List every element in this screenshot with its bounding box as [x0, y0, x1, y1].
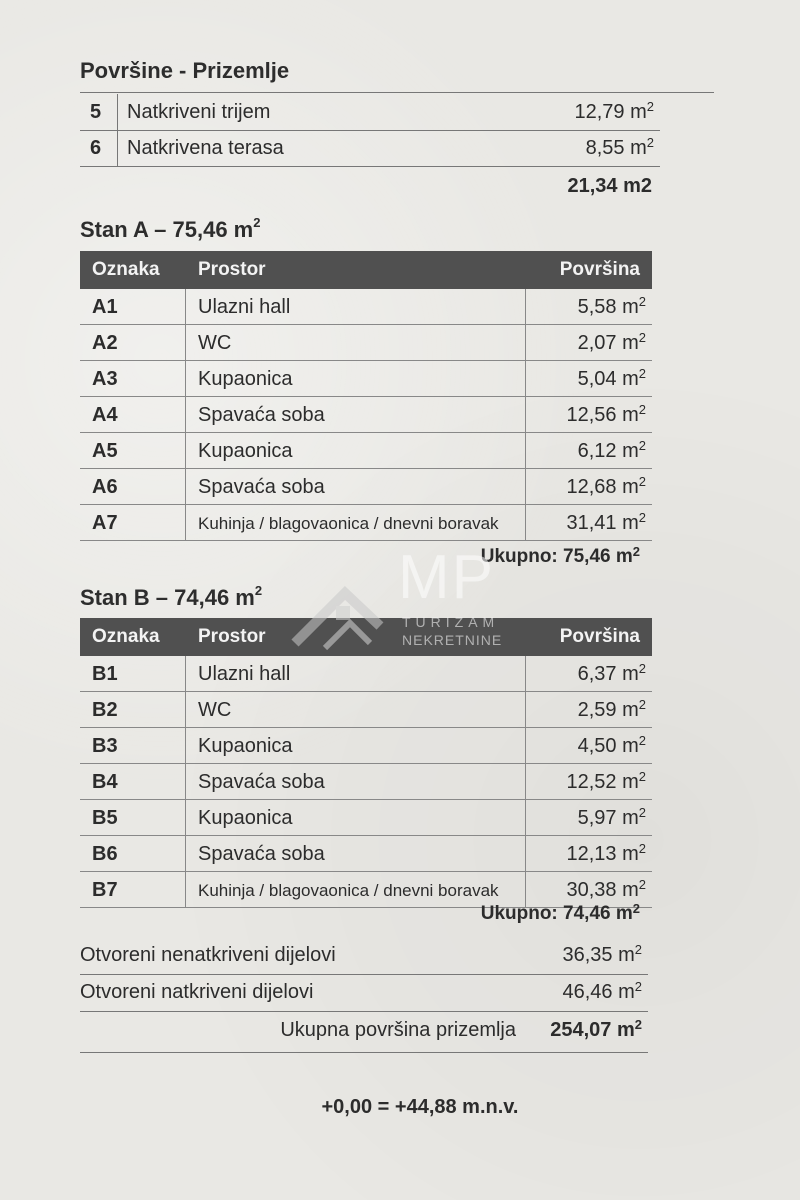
table-row	[80, 325, 652, 361]
column-divider	[117, 130, 118, 166]
cell-prostor: Kuhinja / blagovaonica / dnevni boravak	[198, 881, 499, 900]
cell-prostor: Kupaonica	[198, 807, 293, 829]
table-row	[80, 433, 652, 469]
cell-prostor: Kuhinja / blagovaonica / dnevni boravak	[198, 514, 499, 533]
header-oznaka: Oznaka	[92, 259, 160, 280]
grand-total-label: Ukupna površina prizemlja	[280, 1019, 516, 1041]
stan-b-total: Ukupno: 74,46 $m^2$	[480, 901, 640, 924]
cell-oznaka: A7	[92, 512, 118, 534]
header-prostor: Prostor	[198, 626, 266, 647]
cell-prostor: WC	[198, 699, 232, 721]
table-row	[80, 728, 652, 764]
cell-povrsina: 2,07 $m^2$	[577, 330, 646, 354]
table-header	[80, 618, 652, 656]
cell-oznaka: B2	[92, 699, 118, 721]
watermark-letters: MP	[398, 543, 495, 612]
watermark-line2: NEKRETNINE	[402, 632, 503, 648]
cell-prostor: Ulazni hall	[198, 663, 291, 685]
cell-oznaka: A2	[92, 332, 118, 354]
table-row	[80, 505, 652, 541]
cell-prostor: Spavaća soba	[198, 843, 325, 865]
watermark-line1: TURIZAM	[402, 614, 500, 630]
summary-row	[80, 938, 648, 975]
table-row	[80, 692, 652, 728]
table-row	[80, 836, 652, 872]
stan-a-title: Stan A – 75,46 $m^2$	[80, 215, 261, 242]
table-row	[80, 764, 652, 800]
cell-oznaka: B7	[92, 879, 118, 901]
prizemlje-title-underline	[80, 92, 714, 93]
stan-b-table	[80, 618, 652, 908]
table-row	[80, 289, 652, 325]
row-label: Natkriveni trijem	[127, 101, 271, 123]
cell-povrsina: 6,37 $m^2$	[577, 661, 646, 685]
row-label: Natkrivena terasa	[127, 137, 284, 159]
elevation-note: +0,00 = +44,88 m.n.v.	[321, 1096, 519, 1118]
cell-prostor: WC	[198, 332, 232, 354]
table-row	[80, 361, 652, 397]
cell-prostor: Kupaonica	[198, 368, 293, 390]
cell-prostor: Spavaća soba	[198, 476, 325, 498]
cell-prostor: Kupaonica	[198, 440, 293, 462]
cell-oznaka: B6	[92, 843, 118, 865]
stan-a-table	[80, 251, 652, 541]
stan-b-title: Stan B – 74,46 $m^2$	[80, 583, 263, 610]
summary-value: 46,46 $m^2$	[562, 979, 642, 1003]
cell-oznaka: B3	[92, 735, 118, 757]
cell-oznaka: B4	[92, 771, 118, 793]
table-row	[80, 469, 652, 505]
table-row	[80, 656, 652, 692]
cell-oznaka: A1	[92, 296, 118, 318]
summary-label: Otvoreni nenatkriveni dijelovi	[80, 944, 336, 966]
summary-label: Otvoreni natkriveni dijelovi	[80, 981, 314, 1003]
column-divider	[117, 94, 118, 130]
cell-povrsina: 2,59 $m^2$	[577, 697, 646, 721]
cell-oznaka: B1	[92, 663, 118, 685]
cell-povrsina: 4,50 $m^2$	[577, 733, 646, 757]
table-row	[80, 397, 652, 433]
cell-povrsina: 6,12 $m^2$	[577, 438, 646, 462]
prizemlje-row	[80, 94, 660, 131]
row-value: 12,79 $m^2$	[574, 99, 654, 123]
row-number: 5	[90, 101, 102, 123]
prizemlje-title: Površine - Prizemlje	[80, 58, 290, 83]
cell-oznaka: A4	[92, 404, 118, 426]
cell-oznaka: A5	[92, 440, 118, 462]
summary-row	[80, 975, 648, 1012]
cell-povrsina: 12,68 $m^2$	[566, 474, 646, 498]
row-value: 8,55 $m^2$	[585, 135, 654, 159]
cell-povrsina: 30,38 $m^2$	[566, 877, 646, 901]
cell-prostor: Ulazni hall	[198, 296, 291, 318]
grand-total-row	[80, 1012, 648, 1053]
prizemlje-total: 21,34 m2	[567, 175, 652, 197]
cell-prostor: Spavaća soba	[198, 404, 325, 426]
cell-prostor: Spavaća soba	[198, 771, 325, 793]
table-header	[80, 251, 652, 289]
cell-prostor: Kupaonica	[198, 735, 293, 757]
summary-value: 36,35 $m^2$	[562, 942, 642, 966]
cell-oznaka: B5	[92, 807, 118, 829]
header-povrsina: Površina	[559, 626, 640, 647]
header-prostor: Prostor	[198, 259, 266, 280]
cell-oznaka: A3	[92, 368, 118, 390]
header-povrsina: Površina	[559, 259, 640, 280]
grand-total-value: 254,07 $m^2$	[550, 1017, 642, 1041]
cell-povrsina: 12,13 $m^2$	[566, 841, 646, 865]
cell-povrsina: 31,41 $m^2$	[566, 510, 646, 534]
cell-oznaka: A6	[92, 476, 118, 498]
cell-povrsina: 5,58 $m^2$	[577, 294, 646, 318]
table-row	[80, 800, 652, 836]
cell-povrsina: 12,56 $m^2$	[566, 402, 646, 426]
prizemlje-row	[80, 130, 660, 167]
cell-povrsina: 12,52 $m^2$	[566, 769, 646, 793]
stan-a-total: Ukupno: 75,46 $m^2$	[480, 544, 640, 567]
row-number: 6	[90, 137, 102, 159]
cell-povrsina: 5,04 $m^2$	[577, 366, 646, 390]
header-oznaka: Oznaka	[92, 626, 160, 647]
cell-povrsina: 5,97 $m^2$	[577, 805, 646, 829]
